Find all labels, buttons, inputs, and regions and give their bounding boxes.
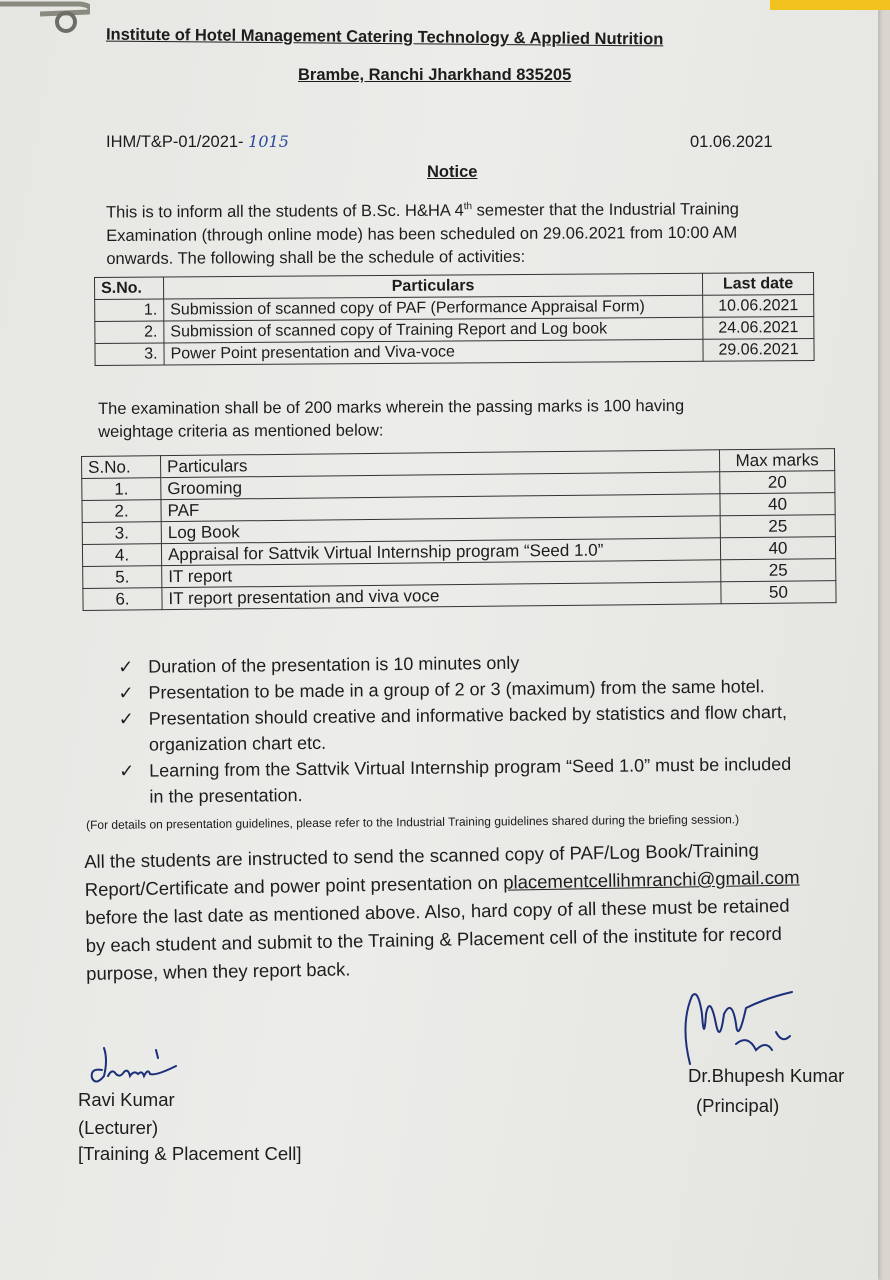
marks-intro-line-1: The examination shall be of 200 marks wherein the passing marks is 100 having [98,396,685,418]
closing-line-5: purpose, when they report back. [86,958,351,984]
institute-address: Brambe, Ranchi Jharkhand 835205 [298,66,572,84]
marks-particular: IT report [162,560,721,588]
schedule-lastdate: 29.06.2021 [703,338,814,361]
marks-header-particulars: Particulars [161,450,720,478]
principal-signature [676,984,806,1074]
closing-line-2: Report/Certificate and power point presentation on placementcellihmranchi@gmail.com [84,866,800,900]
right-signatory-name: Dr.Bhupesh Kumar [688,1065,845,1086]
marks-particular: Log Book [161,516,720,544]
marks-max: 25 [720,515,835,538]
marks-sno: 3. [82,522,161,545]
marks-max: 50 [721,581,836,604]
marks-sno: 2. [82,500,161,523]
intro-line-3: onwards. The following shall be the schedule of activities: [106,247,526,268]
schedule-particular: Power Point presentation and Viva-voce [164,339,703,365]
marks-sno: 4. [82,544,161,567]
list-item: ✓ Learning from the Sattvik Virtual Internship program “Seed 1.0” must be included in the presentation. [119,753,792,807]
schedule-header-sno: S.No. [95,277,164,299]
schedule-table [94,272,815,366]
schedule-lastdate: 24.06.2021 [703,316,814,339]
checkmark-icon: ✓ [118,708,134,729]
notice-title: Notice [427,163,478,181]
reference-number [106,130,289,154]
reference-handwritten-number: 1015 [248,132,289,151]
marks-intro-line-2: weightage criteria as mentioned below: [98,421,384,441]
list-item: ✓ Presentation to be made in a group of 2 or 3 (maximum) from the same hotel. [118,673,790,706]
guidelines-note: (For details on presentation guidelines, please refer to the Industrial Training guidelines shared during the briefing session.) [86,812,740,832]
closing-paragraph [84,836,801,988]
intro-line-1: This is to inform all the students of B.Sc. H&HA 4th semester that the Industrial Training [106,200,740,222]
schedule-particular: Submission of scanned copy of Training Report and Log book [164,317,703,343]
checkmark-icon: ✓ [119,760,135,781]
left-signatory-designation: (Lecturer) [78,1117,159,1138]
marks-max: 40 [720,537,835,560]
marks-max: 20 [720,471,835,494]
schedule-sno: 2. [95,321,164,343]
ravi-kumar-signature [82,1040,192,1090]
paper-clip-icon [0,0,90,36]
marks-sno: 5. [83,566,162,589]
schedule-sno: 3. [95,343,164,365]
schedule-sno: 1. [95,299,164,321]
list-item: ✓ Presentation should creative and informative backed by statistics and flow chart, organization chart etc. [118,701,788,755]
marks-intro-paragraph [98,395,684,444]
guidelines-list [118,647,792,810]
checkmark-icon: ✓ [118,682,134,703]
closing-line-1: All the students are instructed to send the scanned copy of PAF/Log Book/Training [84,839,759,872]
marks-sno: 1. [82,478,161,501]
schedule-lastdate: 10.06.2021 [703,294,814,317]
notice-date: 01.06.2021 [690,133,773,151]
intro-line-2: Examination (through online mode) has been scheduled on 29.06.2021 from 10:00 AM [106,223,738,245]
schedule-particular: Submission of scanned copy of PAF (Performance Appraisal Form) [164,295,703,321]
marks-sno: 6. [83,588,162,611]
left-signatory-name: Ravi Kumar [78,1089,175,1110]
marks-header-max: Max marks [719,449,834,472]
schedule-header-lastdate: Last date [702,272,813,295]
right-signatory-designation: (Principal) [696,1095,780,1116]
institute-name: Institute of Hotel Management Catering Technology & Applied Nutrition [105,25,664,49]
marks-max: 40 [720,493,835,516]
marks-particular: Appraisal for Sattvik Virtual Internship program “Seed 1.0” [161,538,720,566]
table-row [95,338,814,365]
marks-max: 25 [721,559,836,582]
closing-line-3: before the last date as mentioned above. Also, hard copy of all these must be retained [85,894,790,928]
marks-particular: Grooming [161,472,720,500]
marks-header-sno: S.No. [82,456,161,479]
checkmark-icon: ✓ [118,656,134,677]
intro-paragraph [106,194,739,271]
reference-prefix: IHM/T&P-01/2021- [106,133,244,151]
left-signatory-department: [Training & Placement Cell] [78,1143,302,1164]
schedule-header-particulars: Particulars [164,273,703,299]
marks-particular: IT report presentation and viva voce [162,582,721,610]
list-item: ✓ Duration of the presentation is 10 minutes only [118,647,790,680]
marks-table [81,448,837,611]
email-link[interactable]: placementcellihmranchi@gmail.com [503,866,800,893]
closing-line-4: by each student and submit to the Training & Placement cell of the institute for record [85,922,782,956]
marks-particular: PAF [161,494,720,522]
background-folder-edge [770,0,890,10]
